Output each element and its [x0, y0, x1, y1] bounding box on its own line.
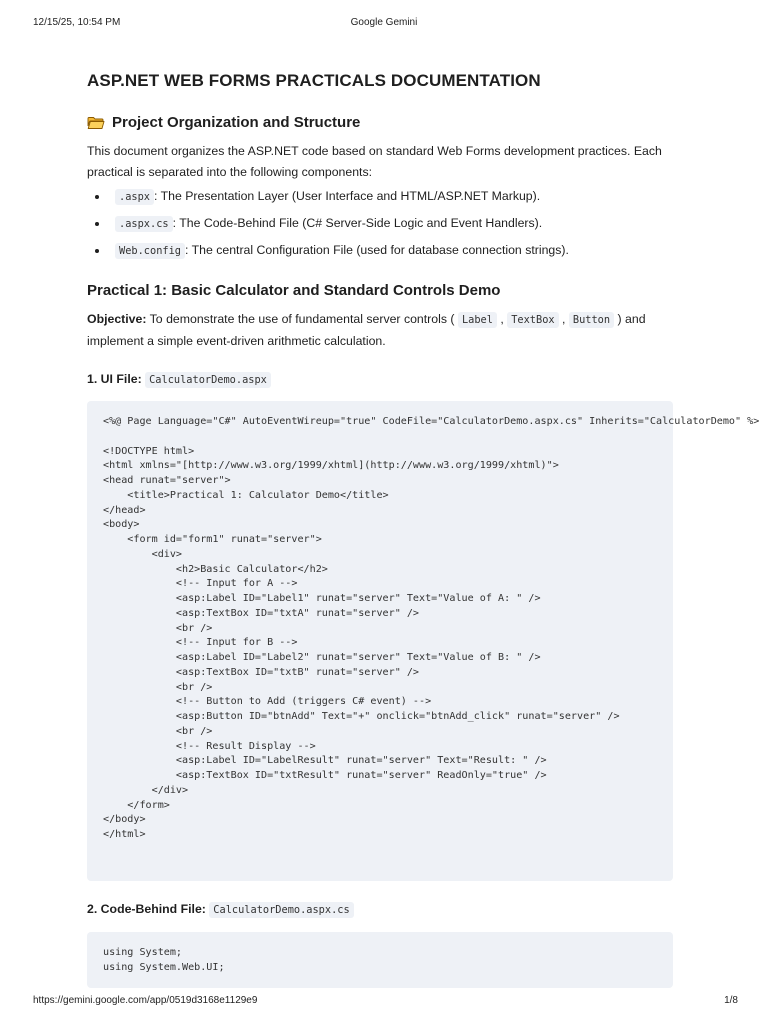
- objective-post: ) and implement a simple event-driven arithmetic calculation.: [87, 312, 646, 348]
- intro-paragraph: This document organizes the ASP.NET code based on standard Web Forms development practices. Each practical is separated into the following components:: [87, 144, 662, 179]
- inline-code: Button: [569, 312, 614, 328]
- print-footer: [0, 995, 768, 1009]
- objective-paragraph: [87, 309, 677, 352]
- objective-pre: To demonstrate the use of fundamental server controls (: [146, 312, 455, 326]
- print-url: https://gemini.google.com/app/0519d3168e1129e9: [33, 995, 258, 1006]
- components-list: [87, 186, 677, 267]
- list-item: [87, 186, 677, 213]
- list-item-text: : The Code-Behind File (C# Server-Side Logic and Event Handlers).: [172, 216, 543, 230]
- code-behind-heading: [87, 902, 354, 916]
- section-heading-text: Project Organization and Structure: [112, 114, 361, 131]
- inline-code: .aspx.cs: [115, 216, 173, 232]
- section-heading: [87, 114, 360, 131]
- folder-icon: [87, 116, 105, 130]
- objective-separator: ,: [500, 312, 504, 326]
- code-behind-label: 2. Code-Behind File:: [87, 902, 206, 916]
- bullet-icon: [95, 222, 99, 226]
- objective-separator: ,: [562, 312, 566, 326]
- inline-code: .aspx: [115, 189, 154, 205]
- inline-code: Web.config: [115, 243, 185, 259]
- inline-code: TextBox: [507, 312, 558, 328]
- list-item-text: : The Presentation Layer (User Interface and HTML/ASP.NET Markup).: [154, 189, 541, 203]
- code-behind-code: using System; using System.Web.UI;: [103, 947, 225, 973]
- code-behind-filename: CalculatorDemo.aspx.cs: [209, 902, 353, 918]
- bullet-icon: [95, 195, 99, 199]
- ui-code-block: [87, 401, 760, 881]
- ui-file-label: 1. UI File:: [87, 372, 142, 386]
- ui-file-heading: [87, 372, 271, 386]
- document-title: ASP.NET WEB FORMS PRACTICALS DOCUMENTATION: [87, 71, 541, 90]
- list-item: [87, 240, 677, 267]
- bullet-icon: [95, 249, 99, 253]
- inline-code: Label: [458, 312, 497, 328]
- ui-file-filename: CalculatorDemo.aspx: [145, 372, 271, 388]
- print-date: 12/15/25, 10:54 PM: [33, 17, 121, 28]
- print-header: [0, 17, 768, 31]
- ui-code: <%@ Page Language="C#" AutoEventWireup="true" CodeFile="CalculatorDemo.aspx.cs" Inherits="CalculatorDemo" %> <!DOCTYPE html> <html xmlns="[http://www.w3.org/1999/xhtml](http://www.w3.org/1999/xhtml)"> <head runat="server"> <title>Practical 1: Calculator Demo</title> </head> <body> <form id="form1" runat="server"> <div> <h2>Basic Calculator</h2> <!-- Input for A --> <asp:Label ID="Label1" runat="server" Text="Value of A: " /> <asp:TextBox ID="txtA" runat="server" /> <br /> <!-- Input for B --> <asp:Label ID="Label2" runat="server" Text="Value of B: " /> <asp:TextBox ID="txtB" runat="server" /> <br /> <!-- Button to Add (triggers C# event) --> <asp:Button ID="btnAdd" Text="+" onclick="btnAdd_click" runat="server" /> <br /> <!-- Result Display --> <asp:Label ID="LabelResult" runat="server" Text="Result: " /> <asp:TextBox ID="txtResult" runat="server" ReadOnly="true" /> </div> </form> </body> </html>: [103, 416, 760, 840]
- list-item: [87, 213, 677, 240]
- code-behind-block: [87, 932, 673, 988]
- practical-heading: Practical 1: Basic Calculator and Standard Controls Demo: [87, 282, 501, 299]
- objective-label: Objective:: [87, 312, 147, 326]
- list-item-text: : The central Configuration File (used for database connection strings).: [185, 243, 569, 257]
- print-title: Google Gemini: [350, 17, 418, 28]
- page-number: 1/8: [724, 995, 738, 1006]
